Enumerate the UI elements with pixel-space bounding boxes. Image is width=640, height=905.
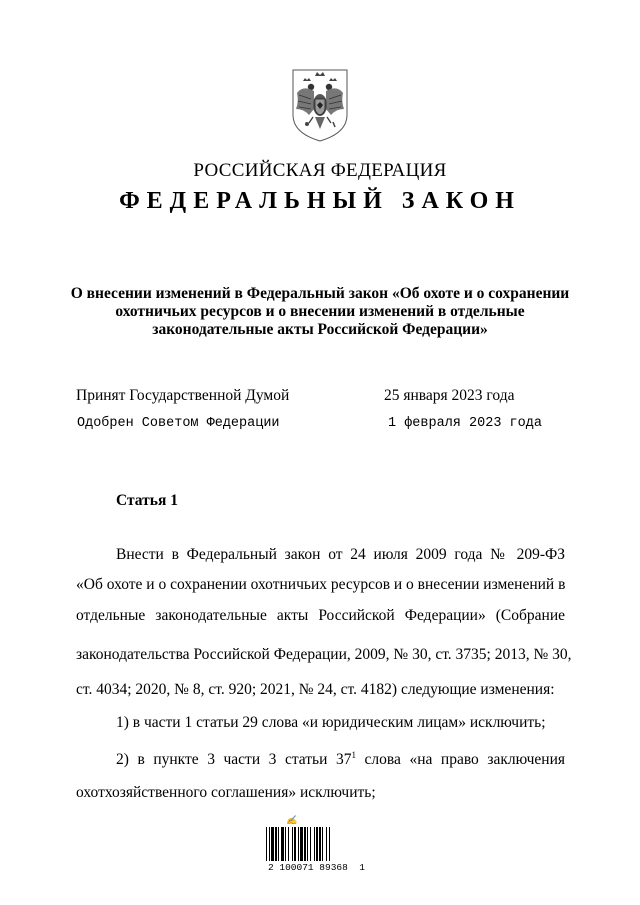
- barcode-bar: [307, 827, 308, 861]
- council-approval-date: 1 февраля 2023 года: [388, 416, 542, 431]
- barcode-bar: [322, 827, 323, 861]
- paragraph-line: ст. 4034; 2020, № 8, ст. 920; 2021, № 24, ст. 4182) следующие изменения:: [76, 681, 555, 698]
- barcode-bar: [281, 827, 284, 861]
- council-approval-label: Одобрен Советом Федерации: [77, 416, 280, 431]
- article-heading: Статья 1: [116, 492, 178, 509]
- barcode-bar: [278, 827, 279, 861]
- document-type: ФЕДЕРАЛЬНЫЙ ЗАКОН: [119, 188, 521, 214]
- barcode-bar: [266, 827, 267, 861]
- barcode-bar: [269, 827, 270, 861]
- barcode-bar: [285, 827, 286, 861]
- paragraph-line: законодательства Российской Федерации, 2009, № 30, ст. 3735; 2013, № 30,: [76, 646, 572, 663]
- barcode-bar: [329, 827, 330, 861]
- paragraph-line: отдельные законодательные акты Российской Федерации» (Собрание: [76, 607, 565, 624]
- list-item-2-text-cont: слова «на право заключения: [355, 751, 565, 768]
- paragraph-line: Внести в Федеральный закон от 24 июля 2009 года № 209-ФЗ: [116, 546, 565, 563]
- barcode-bar: [319, 827, 321, 861]
- list-item-2: [76, 751, 565, 769]
- law-title-line: охотничьих ресурсов и о внесении изменений в отдельные: [115, 303, 525, 320]
- barcode-bar: [292, 827, 293, 861]
- law-title-line: О внесении изменений в Федеральный закон «Об охоте и о сохранении: [70, 285, 570, 302]
- barcode-bar: [271, 827, 274, 861]
- barcode-bar: [326, 827, 327, 861]
- duma-adoption-label: Принят Государственной Думой: [76, 387, 290, 404]
- list-item-2-continuation: охотхозяйственного соглашения» исключить;: [76, 784, 376, 801]
- barcode-bar: [298, 827, 299, 861]
- barcode-icon: [262, 827, 366, 861]
- list-item-2-text: 2) в пункте 3 части 3 статьи 37: [116, 751, 352, 768]
- barcode-bar: [275, 827, 277, 861]
- paragraph-line: «Об охоте и о сохранении охотничьих ресурсов и о внесении изменений в: [76, 576, 566, 593]
- list-item-1: 1) в части 1 статьи 29 слова «и юридическим лицам» исключить;: [116, 714, 546, 731]
- barcode-bar: [304, 827, 306, 861]
- law-title-line: законодательные акты Российской Федерации»: [152, 321, 488, 338]
- superscript: 1: [351, 750, 356, 760]
- barcode-bar: [294, 827, 296, 861]
- duma-adoption-date: 25 января 2023 года: [384, 387, 515, 404]
- barcode-bar: [310, 827, 311, 861]
- barcode-bar: [314, 827, 315, 861]
- coat-of-arms-icon: [287, 67, 353, 143]
- barcode-bar: [288, 827, 289, 861]
- barcode-bar: [300, 827, 303, 861]
- barcode-bar: [316, 827, 318, 861]
- law-title: [70, 285, 570, 339]
- barcode-number: 2 100071 89368 1: [268, 862, 365, 873]
- signature-mark-icon: ✍: [286, 815, 298, 825]
- barcode: [262, 815, 366, 875]
- country-name: РОССИЙСКАЯ ФЕДЕРАЦИЯ: [193, 160, 447, 181]
